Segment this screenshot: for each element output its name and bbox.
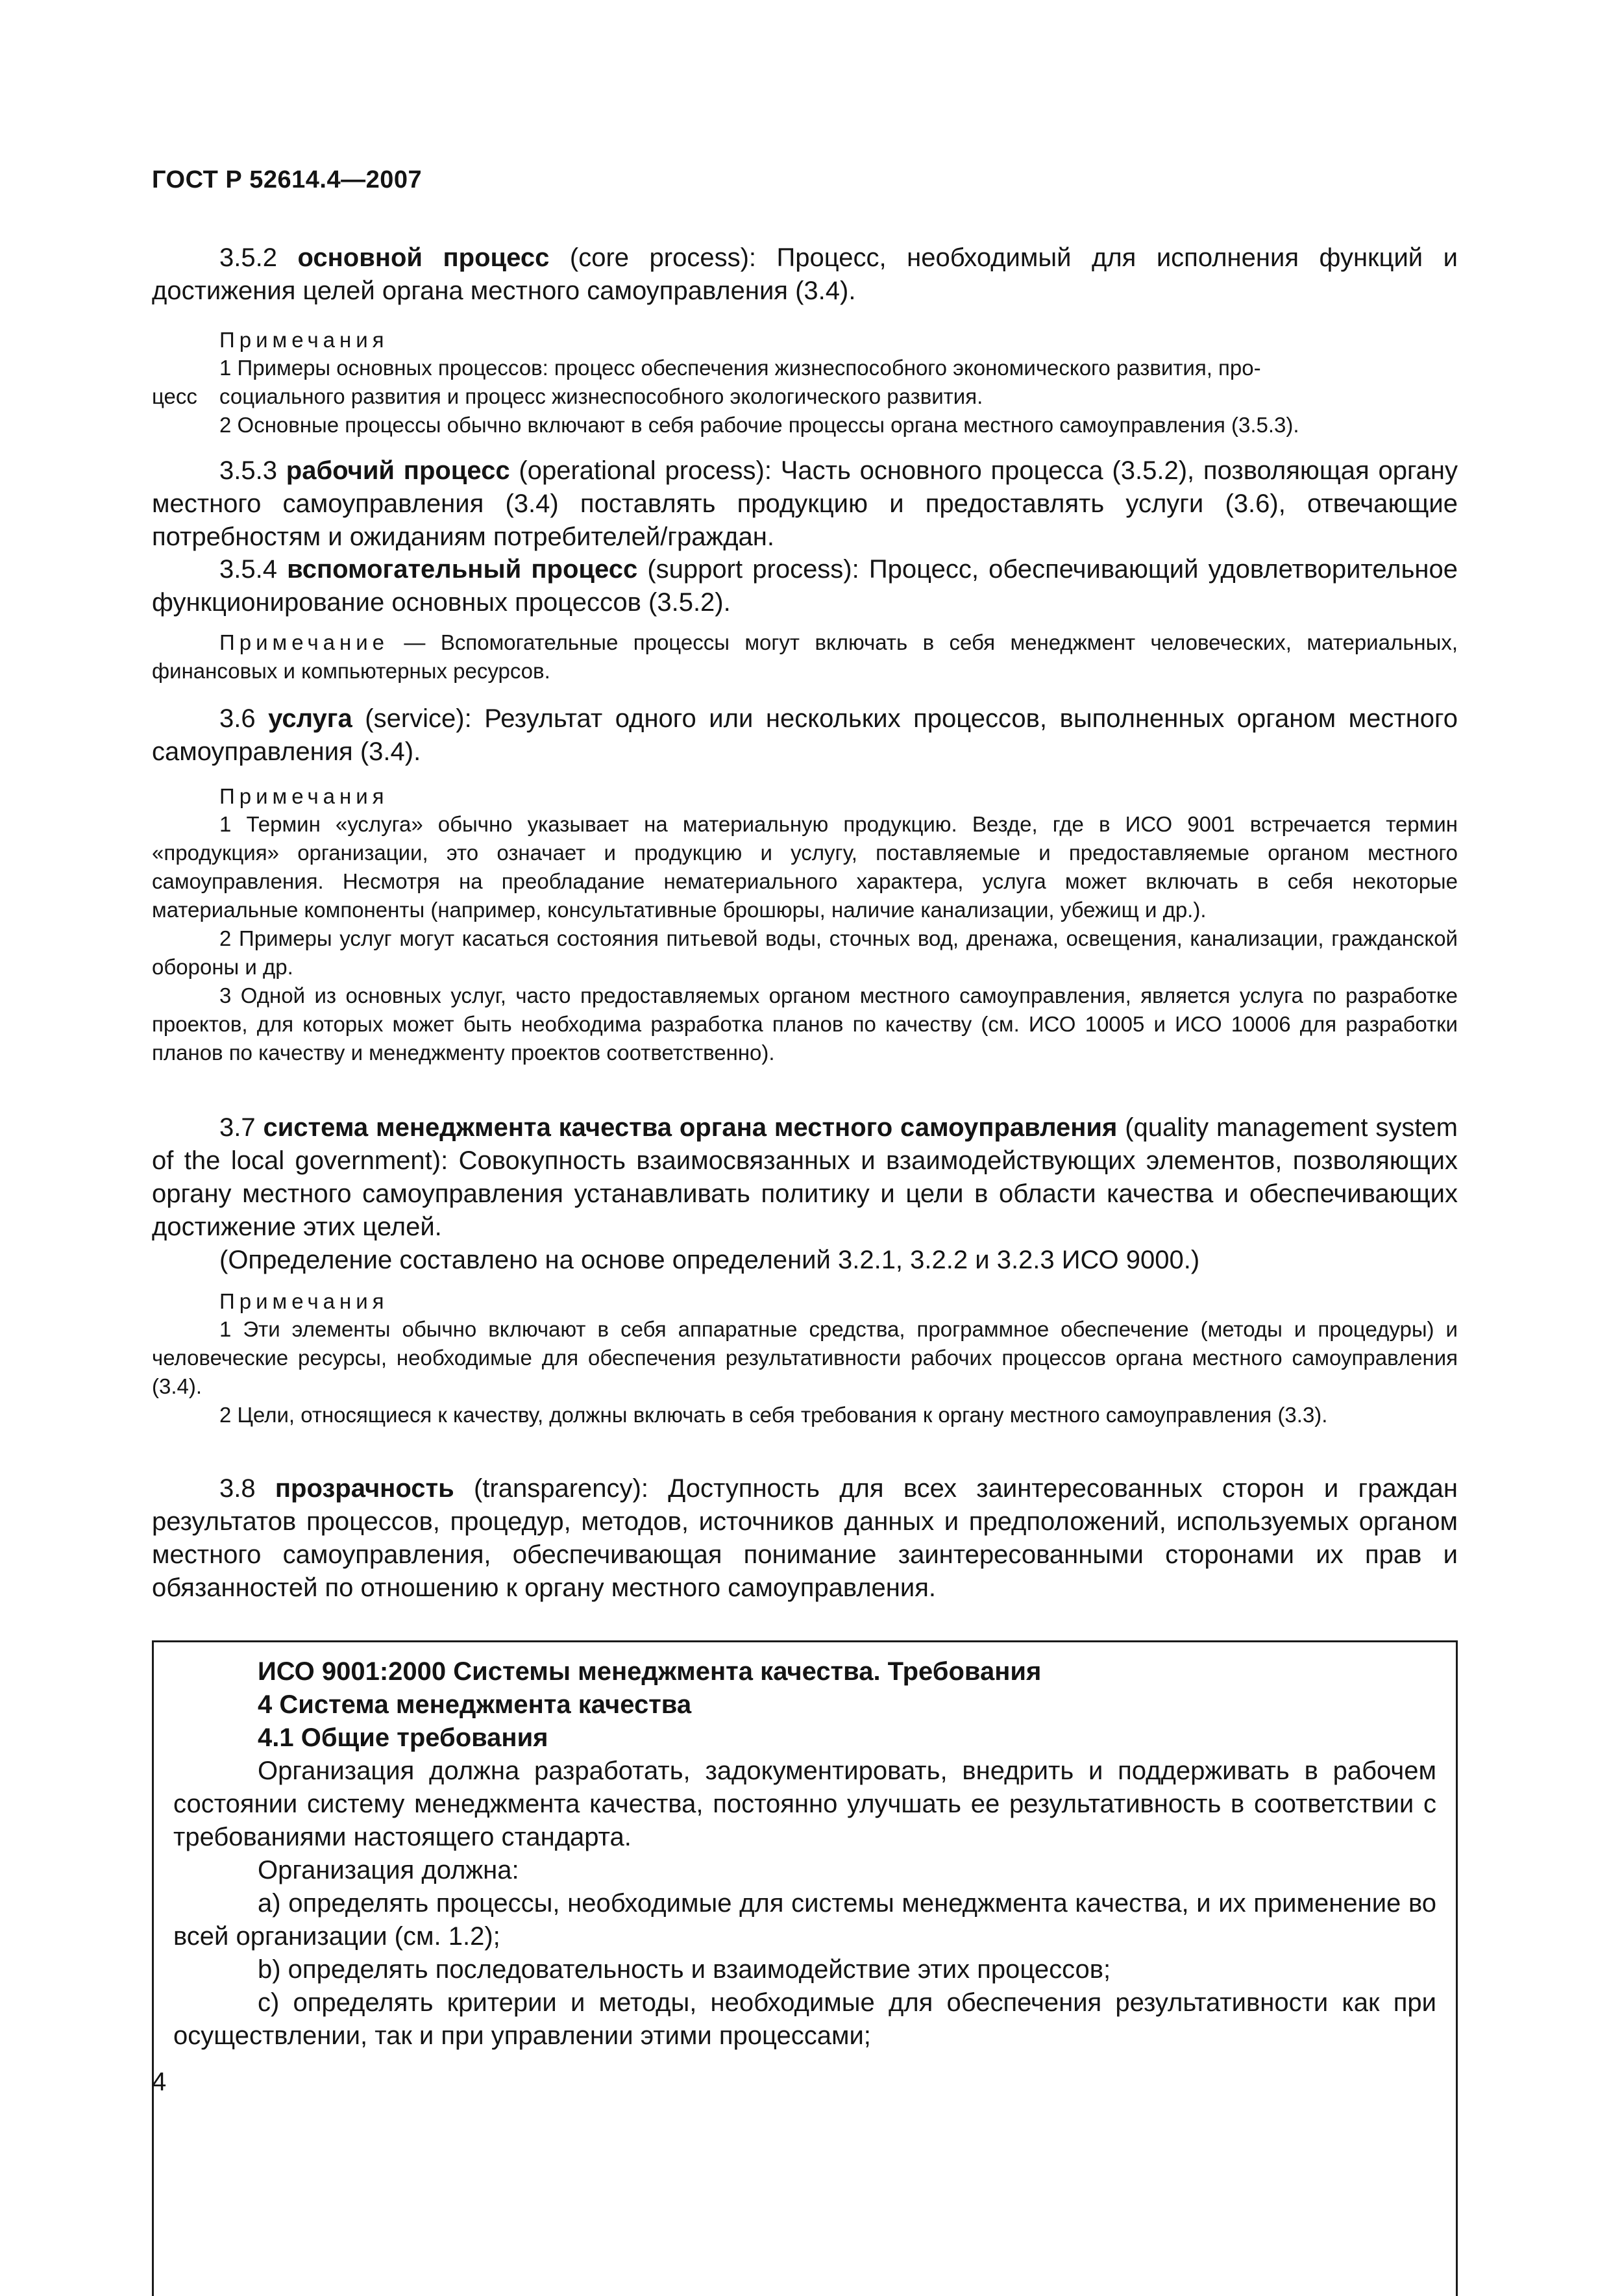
box-subsection: 4.1 Общие требования [258,1723,548,1752]
notes-3-7 [152,1287,1458,1429]
note-1-line-1: 1 Примеры основных процессов: процесс обеспечения жизнеспособного экономического развития, про- [219,356,1261,380]
term: система менеджмента качества органа местного самоуправления [263,1113,1118,1142]
section-3-5-2 [152,241,1458,308]
box-item-b: b) определять последовательность и взаимодействие этих процессов; [258,1955,1111,1984]
definition-text: (support process): Процесс, обеспечивающий удовлетворительное функционирование основных процессов (3.5.2). [152,555,1458,617]
notes-3-6 [152,782,1458,1067]
definition-text: (operational process): Часть основного процесса (3.5.2), позволяющая органу местного самоуправления (3.4) поставлять продукцию и предоставлять услуги (3.6), отвечающие потребностям и ожиданиям потребителей/граждан. [152,456,1458,551]
page-number: 4 [152,2068,167,2096]
box-item-c: c) определять критерии и методы, необходимые для обеспечения результативности как при осуществлении, так и при управлении этими процессами; [173,1988,1436,2050]
definition-3-7 [152,1111,1458,1244]
note-3: 3 Одной из основных услуг, часто предоставляемых органом местного самоуправления, является услуга по разработке проектов, для которых может быть необходима разработка планов по качеству (см. ИСО 10005 и ИСО 10006 для разработки планов по качеству и менеджменту проектов соответственно). [152,983,1458,1065]
note-2: 2 Примеры услуг могут касаться состояния питьевой воды, сточных вод, дренажа, освещения, канализации, гражданской обороны и др. [152,926,1458,979]
section-3-7 [152,1111,1458,1277]
box-paragraph-2: Организация должна: [258,1856,519,1884]
iso-quote-box [152,1640,1458,2296]
section-3-8 [152,1472,1458,1605]
box-title: ИСО 9001:2000 Системы менеджмента качества. Требования [258,1657,1042,1686]
definition-text: (core process): Процесс, необходимый для исполнения функций и достижения целей органа местного самоуправления (3.4). [152,243,1458,305]
definition-3-5-2 [152,241,1458,308]
definition-text: (quality management system of the local government): Совокупность взаимосвязанных и взаимодействующих элементов, позволяющих органу местного самоуправления устанавливать политику и цели в области качества и обеспечивающих достижение этих целей. [152,1113,1458,1241]
note-1: 1 Термин «услуга» обычно указывает на материальную продукцию. Везде, где в ИСО 9001 встречается термин «продукция» организации, это означает и продукцию и услугу, поставляемые и предоставляемые органом местного самоуправления. Несмотря на преобладание нематериального характера, услуга может включать в себя некоторые материальные компоненты (например, консультативные брошюры, наличие канализации, убежищ и др.). [152,812,1458,922]
definition-text: (service): Результат одного или нескольких процессов, выполненных органом местного самоуправления (3.4). [152,704,1458,766]
section-3-6 [152,702,1458,769]
note-1: 1 Эти элементы обычно включают в себя аппаратные средства, программное обеспечение (методы и процедуры) и человеческие ресурсы, необходимые для обеспечения результативности рабочих процессов органа местного самоуправления (3.4). [152,1317,1458,1398]
note-1-rest: социального развития и процесс жизнеспособного экологического развития. [219,384,983,408]
clause-number: 3.8 [219,1474,275,1503]
note-text: — Вспомогательные процессы могут включать в себя менеджмент человеческих, материальных, финансовых и компьютерных ресурсов. [152,630,1458,683]
clause-number: 3.7 [219,1113,264,1142]
definition-source: (Определение составлено на основе определений 3.2.1, 3.2.2 и 3.2.3 ИСО 9000.) [219,1246,1200,1274]
note [152,628,1458,685]
term: основной процесс [297,243,550,272]
box-paragraph-1: Организация должна разработать, задокументировать, внедрить и поддерживать в рабочем состоянии систему менеджмента качества, постоянно улучшать ее результативность в соответствии с требованиями настоящего стандарта. [173,1757,1436,1851]
box-section: 4 Система менеджмента качества [258,1690,692,1719]
note-1-line-2 [152,382,1458,411]
note-label: Примечание [219,630,389,654]
definition-3-5-4 [152,553,1458,619]
notes-heading: Примечания [219,328,389,352]
section-3-5-3 [152,454,1458,554]
clause-number: 3.6 [219,704,269,733]
notes-heading: Примечания [219,784,389,808]
note-3-5-4 [152,628,1458,685]
term: рабочий процесс [286,456,510,485]
clause-number: 3.5.4 [219,555,288,584]
note-2: 2 Цели, относящиеся к качеству, должны включать в себя требования к органу местного самоуправления (3.3). [219,1403,1328,1427]
notes-heading: Примечания [219,1289,389,1313]
section-3-5-4 [152,553,1458,619]
definition-3-5-3 [152,454,1458,554]
definition-3-8 [152,1472,1458,1605]
definition-text: (transparency): Доступность для всех заинтересованных сторон и граждан результатов процессов, процедур, методов, источников данных и предположений, используемых органом местного самоуправления, обеспечивающая понимание заинтересованными сторонами их прав и обязанностей по отношению к органу местного самоуправления. [152,1474,1458,1602]
note-2: 2 Основные процессы обычно включают в себя рабочие процессы органа местного самоуправления (3.5.3). [219,413,1299,437]
definition-3-6 [152,702,1458,769]
clause-number: 3.5.2 [219,243,298,272]
term: услуга [268,704,352,733]
clause-number: 3.5.3 [219,456,286,485]
notes-3-5-2 [152,326,1458,439]
term: вспомогательный процесс [287,555,638,584]
note-1-lead: цесс [152,384,197,408]
document-header: ГОСТ Р 52614.4—2007 [152,166,423,193]
term: прозрачность [275,1474,454,1503]
box-item-a: а) определять процессы, необходимые для системы менеджмента качества, и их применение во всей организации (см. 1.2); [173,1889,1436,1951]
